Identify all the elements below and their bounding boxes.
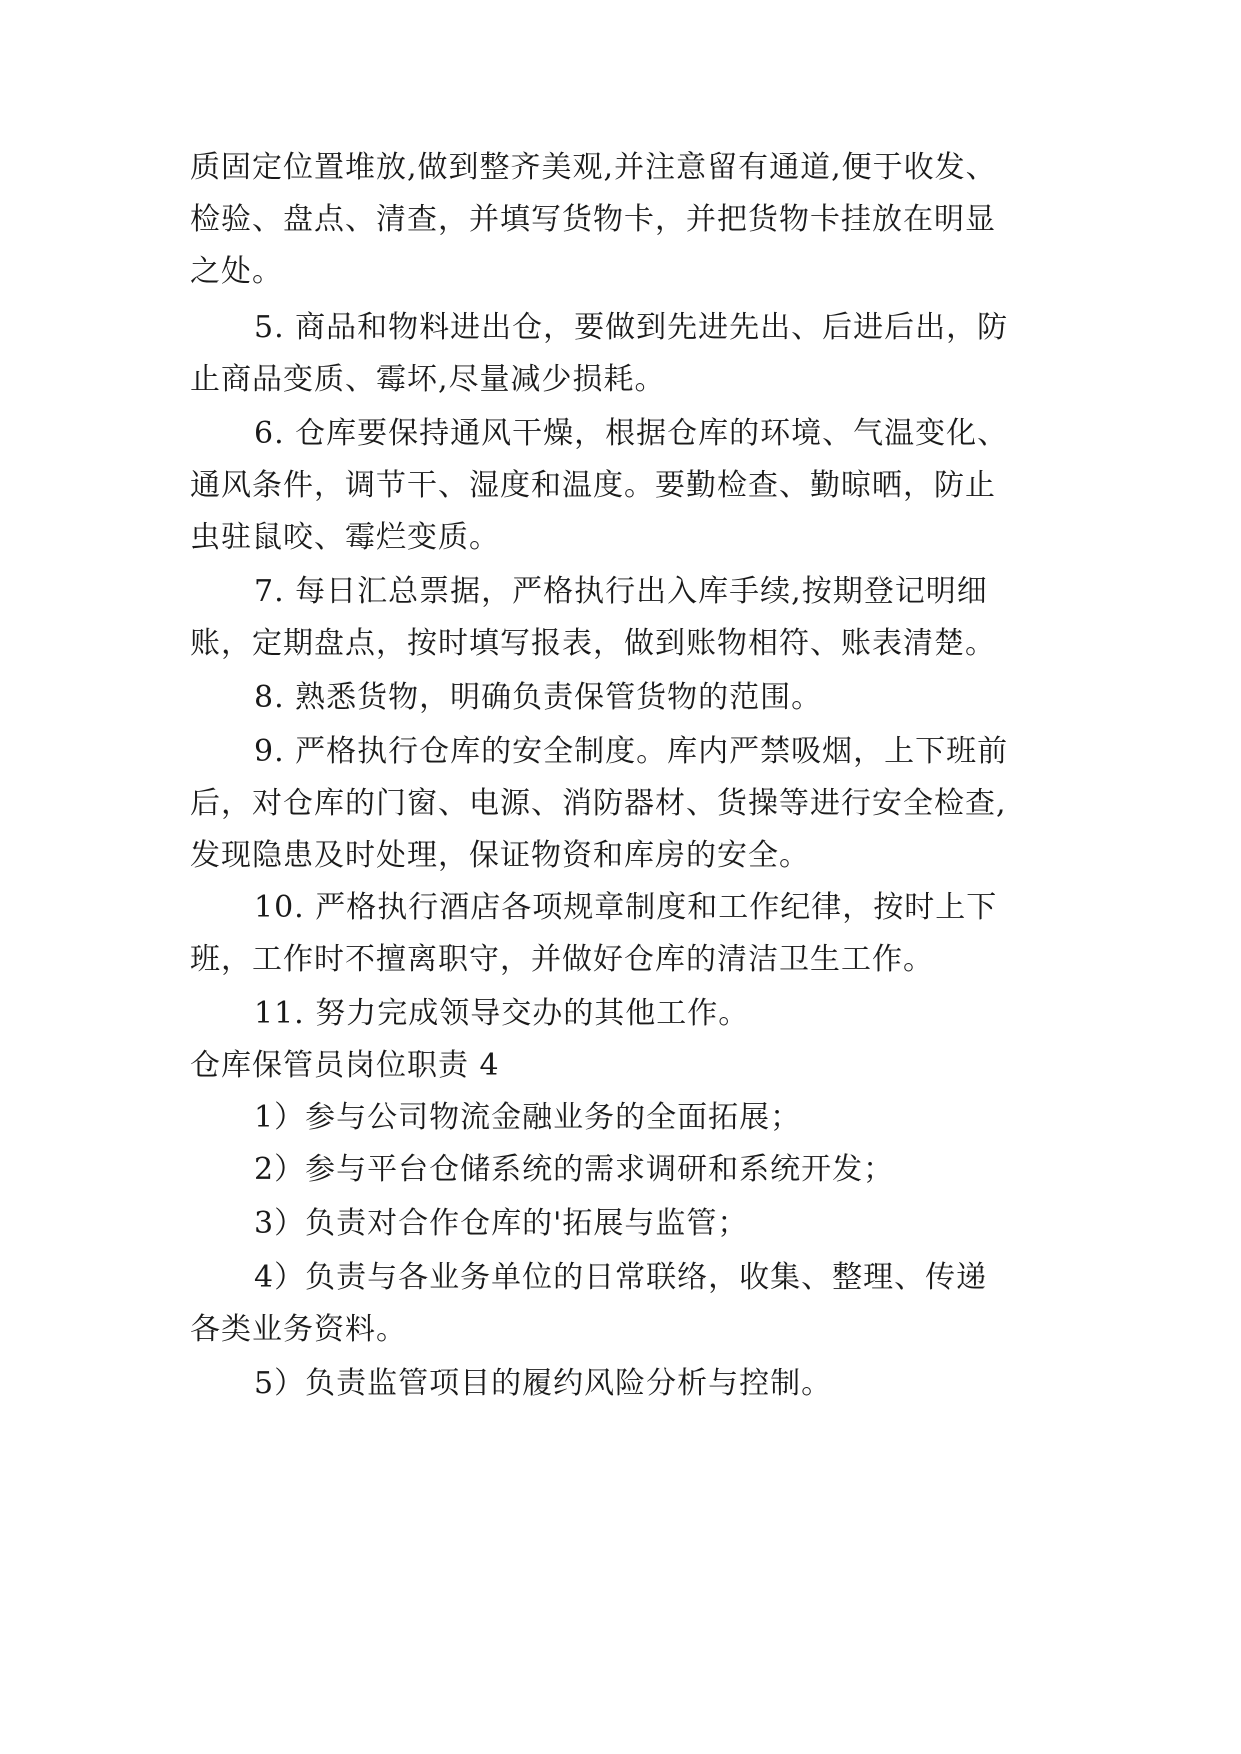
paragraph-line: 5. 商品和物料进出仓，要做到先进先出、后进后出，防 [254,310,1009,345]
paragraph-line: 11. 努力完成领导交办的其他工作。 [254,996,750,1031]
paragraph-line: 止商品变质、霉坏,尽量减少损耗。 [190,362,666,397]
paragraph-line: 班，工作时不擅离职守，并做好仓库的清洁卫生工作。 [190,942,934,977]
paragraph-line: 5）负责监管项目的履约风险分析与控制。 [254,1366,833,1401]
paragraph-line: 发现隐患及时处理，保证物资和库房的安全。 [190,838,810,873]
paragraph-line: 检验、盘点、清查，并填写货物卡，并把货物卡挂放在明显 [190,202,996,237]
paragraph-line: 4）负责与各业务单位的日常联络，收集、整理、传递 [254,1260,988,1295]
paragraph-line: 之处。 [190,254,283,289]
paragraph-line: 通风条件，调节干、湿度和温度。要勤检查、勤晾晒，防止 [190,468,996,503]
paragraph-line: 8. 熟悉货物，明确负责保管货物的范围。 [254,680,823,715]
paragraph-line: 账，定期盘点，按时填写报表，做到账物相符、账表清楚。 [190,626,996,661]
paragraph-line: 6. 仓库要保持通风干燥，根据仓库的环境、气温变化、 [254,416,1009,451]
paragraph-line: 质固定位置堆放,做到整齐美观,并注意留有通道,便于收发、 [190,150,997,185]
paragraph-line: 9. 严格执行仓库的安全制度。库内严禁吸烟，上下班前 [254,734,1009,769]
paragraph-line: 7. 每日汇总票据，严格执行出入库手续,按期登记明细 [254,574,988,609]
paragraph-line: 2）参与平台仓储系统的需求调研和系统开发； [254,1152,895,1187]
paragraph-line: 1）参与公司物流金融业务的全面拓展； [254,1100,802,1135]
section-heading: 仓库保管员岗位职责 4 [190,1048,500,1083]
paragraph-line: 虫驻鼠咬、霉烂变质。 [190,520,500,555]
paragraph-line: 3）负责对合作仓库的'拓展与监管； [254,1206,749,1241]
paragraph-line: 各类业务资料。 [190,1312,407,1347]
paragraph-line: 后，对仓库的门窗、电源、消防器材、货操等进行安全检查, [190,786,1007,821]
paragraph-line: 10. 严格执行酒店各项规章制度和工作纪律，按时上下 [254,890,998,925]
